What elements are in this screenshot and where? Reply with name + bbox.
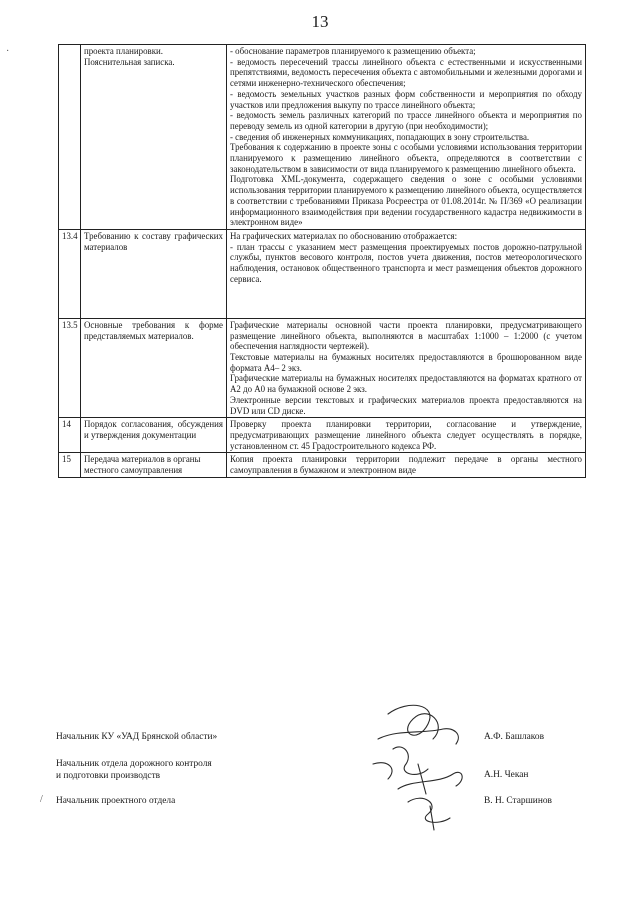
signatory-name: А.Ф. Башлаков	[484, 732, 545, 742]
requirement-paragraph: - ведомость земельных участков разных форм собственности и мероприятия по обходу участков или предложения выкупу по трассе линейного объекта;	[230, 88, 582, 110]
requirement-paragraph: Текстовые материалы на бумажных носителях предоставляются в брошюрованном виде формата А4– 2 экз.	[230, 352, 582, 373]
row-requirements	[227, 45, 586, 230]
signatory-title-line: Начальник отдела дорожного контроля	[56, 759, 212, 769]
row-number	[59, 45, 81, 230]
row-requirements	[227, 229, 586, 318]
requirement-paragraph: Проверку проекта планировки территории, согласование и утверждение, предусматривающих размещение линейного объекта следует осуществлять в порядке, установленном ст. 45 Градостроительного кодекса РФ.	[230, 419, 582, 451]
row-requirements	[227, 418, 586, 453]
margin-tick-mark: /	[40, 794, 43, 805]
row-title	[81, 45, 227, 230]
table-row	[59, 453, 586, 477]
requirement-paragraph: - ведомость земель различных категорий по трассе линейного объекта и мероприятия по переводу земель из одной категории в другую (при необходимости);	[230, 110, 582, 131]
row-title	[81, 418, 227, 453]
row-title-line: Требованию к составу графических материалов	[84, 230, 223, 252]
requirement-paragraph: Копия проекта планировки территории подлежит передаче в органы местного самоуправления в бумажном и электронном виде	[230, 454, 582, 476]
requirement-paragraph: Графические материалы на бумажных носителях предоставляются на форматах кратного от А2 до А0 на бумажной основе 2 экз.	[230, 373, 582, 395]
requirement-paragraph: - ведомость пересечений трассы линейного объекта с естественными и искусственными препятствиями, ведомость пересечения объекта с автомобильными и железными дорогами и сетями инженерно-технического обеспечения;	[230, 56, 582, 89]
row-title	[81, 229, 227, 318]
requirement-paragraph: На графических материалах по обоснованию отображается:	[230, 230, 458, 241]
row-number: 14	[59, 418, 81, 453]
signatory-name: А.Н. Чекан	[484, 770, 529, 780]
table-row	[59, 229, 586, 318]
row-title-line: Основные требования к форме представляемых материалов.	[84, 319, 223, 341]
row-title-line: Порядок согласования, обсуждения и утверждения документации	[84, 419, 223, 440]
table-row	[59, 318, 586, 417]
row-title-line: проекта планировки.	[84, 46, 163, 56]
signatory-title-line: и подготовки производств	[56, 770, 161, 781]
signatory-title: Начальник проектного отдела	[56, 796, 176, 806]
signatory-title: Начальник КУ «УАД Брянской области»	[56, 732, 218, 742]
table-row	[59, 418, 586, 453]
margin-dot-mark: ·	[6, 46, 10, 57]
row-number: 13.5	[59, 318, 81, 417]
requirement-paragraph: Требования к содержанию в проекте зоны с особыми условиями использования территории планируемого к размещению линейного объекта, определяются в соответствии с законодательством в зависимости от вида планируемого к размещению линейного объекта.	[230, 142, 582, 174]
row-title	[81, 453, 227, 477]
requirement-paragraph: - сведения об инженерных коммуникациях, попадающих в зону строительства.	[230, 131, 530, 142]
row-number: 13.4	[59, 229, 81, 318]
table-row	[59, 45, 586, 230]
signatory-title	[56, 759, 212, 782]
row-title-line: Пояснительная записка.	[84, 56, 175, 67]
requirements-table	[58, 44, 586, 478]
row-title-line: Передача материалов в органы местного самоуправления	[84, 454, 201, 476]
signatory-name: В. Н. Старшинов	[484, 796, 552, 806]
row-number: 15	[59, 453, 81, 477]
requirement-paragraph: - план трассы с указанием мест размещения проектируемых постов дорожно-патрульной службы, пунктов весового контроля, постов учета движения, постов метеорологического наблюдения, остановок общественного транспорта и мест размещения объектов дорожного сервиса.	[230, 241, 582, 284]
row-requirements	[227, 318, 586, 417]
requirement-paragraph: Подготовка XML-документа, содержащего сведения о зоне с особыми условиями использования территории планируемого к размещению линейного объекта, осуществляется в соответствии с требованиями Приказа Росреестра от 01.08.2014г. № П/369 «О реализации информационного взаимодействия при ведении государственного кадастра недвижимости в электронном виде»	[230, 174, 582, 228]
requirement-paragraph: Графические материалы основной части проекта планировки, предусматривающего размещение линейного объекта, выполняются в масштабах 1:1000 – 1:2000 (с учетом обеспечения наглядности чертежей).	[230, 319, 582, 352]
row-requirements	[227, 453, 586, 477]
requirement-paragraph: Электронные версии текстовых и графических материалов проекта предоставляются на DVD или CD диске.	[230, 394, 582, 416]
page-number: 13	[311, 12, 329, 31]
row-title	[81, 318, 227, 417]
handwritten-signature	[368, 694, 478, 834]
requirement-paragraph: - обоснование параметров планируемого к размещению объекта;	[230, 46, 476, 56]
